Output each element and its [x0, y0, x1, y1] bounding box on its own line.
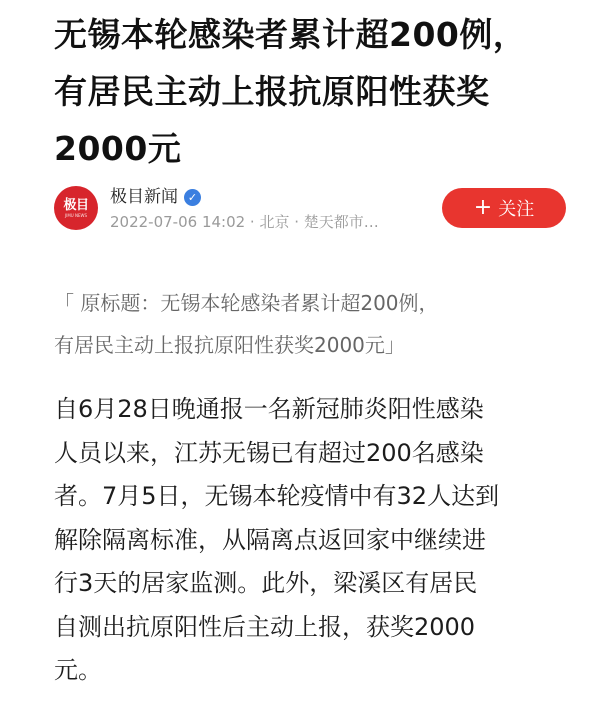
- quote-line: 「 原标题：无锡本轮感染者累计超200例，: [54, 291, 439, 315]
- headline-line: 有居民主动上报抗原阳性获奖: [54, 72, 490, 111]
- body-line: 自测出抗原阳性后主动上报，获奖2000: [54, 612, 476, 641]
- body-line: 行3天的居家监测。此外，梁溪区有居民: [54, 569, 478, 597]
- follow-label: 关注: [498, 199, 535, 220]
- body-line: 解除隔离标准，从隔离点返回家中继续进: [54, 525, 486, 554]
- body-line: 元。: [54, 656, 102, 684]
- article-body: [54, 388, 574, 693]
- publish-info: 2022-07-06 14:02 · 北京 · 楚天都市…: [110, 213, 379, 231]
- body-line: 者。7月5日，无锡本轮疫情中有32人达到: [54, 482, 500, 510]
- source-name-row[interactable]: [110, 186, 201, 208]
- source-logo[interactable]: [54, 186, 98, 230]
- body-line: 人员以来，江苏无锡已有超过200名感染: [54, 438, 484, 467]
- follow-button[interactable]: [442, 188, 566, 228]
- article-headline: [54, 6, 574, 177]
- headline-line: 无锡本轮感染者累计超200例，: [54, 15, 527, 54]
- original-title-quote: [54, 282, 574, 366]
- source-row: [54, 186, 574, 234]
- quote-line: 有居民主动上报抗原阳性获奖2000元」: [54, 333, 405, 357]
- source-name: 极目新闻: [110, 187, 178, 207]
- headline-line: 2000元: [54, 129, 182, 168]
- logo-subtext: JIMU NEWS: [64, 212, 88, 218]
- plus-icon: +: [473, 195, 493, 220]
- logo-text: 极目: [63, 197, 89, 213]
- verified-check-icon: ✓: [184, 189, 201, 206]
- body-line: 自6月28日晚通报一名新冠肺炎阳性感染: [54, 395, 484, 423]
